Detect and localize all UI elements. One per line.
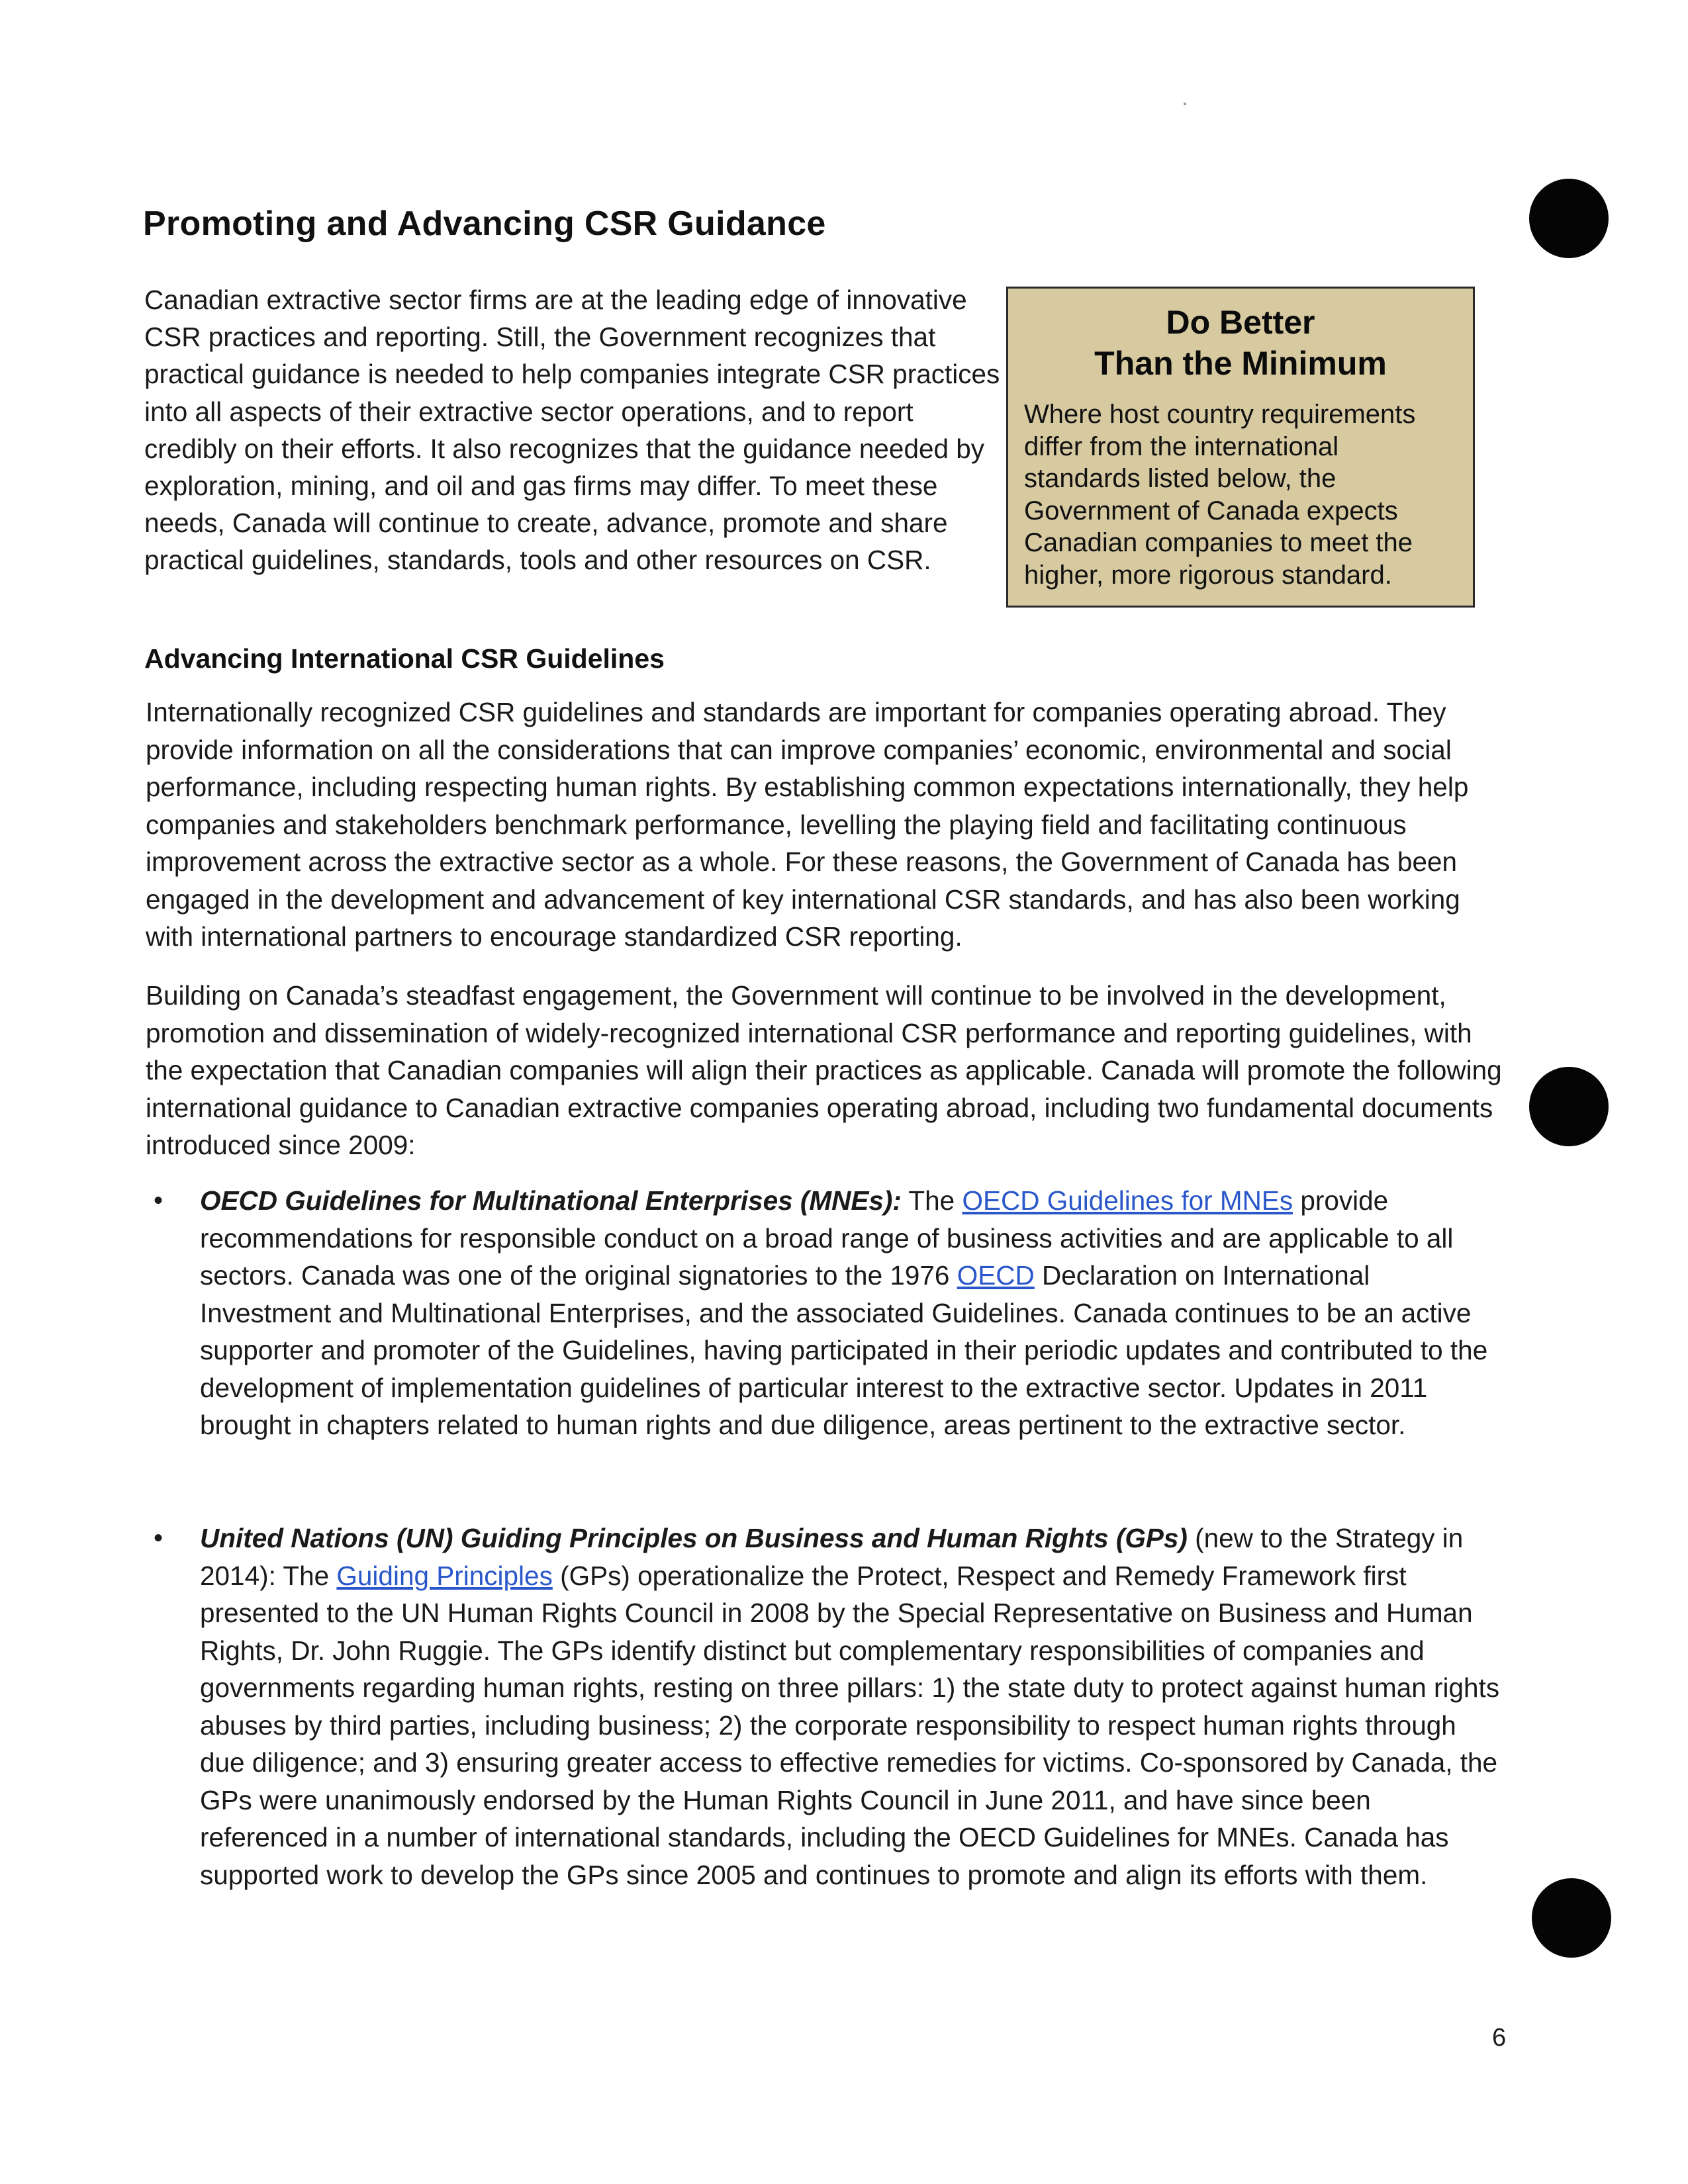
bullet-text-un xyxy=(200,1520,1504,1893)
link-oecd-guidelines-for-mnes[interactable]: OECD Guidelines for MNEs xyxy=(962,1185,1293,1216)
list-item-oecd-guidelines xyxy=(154,1182,1504,1444)
subsection-heading: Advancing International CSR Guidelines xyxy=(144,643,665,674)
link-oecd[interactable]: OECD xyxy=(957,1260,1035,1291)
bullet-symbol: • xyxy=(154,1186,164,1215)
scan-speck xyxy=(1184,103,1186,105)
bullet-un-text-b: (GPs) operationalize the Protect, Respect and Remedy Framework first presented to the UN Human Rights Council in 2008 by the Special Representative on Business and Human Rights, Dr. John Ruggie. The GPs identify distinct but complementary responsibilities of companies and governments regarding human rights, resting on three pillars: 1) the state duty to protect against human rights abuses by third parties, including business; 2) the corporate responsibility to respect human rights through due diligence; and 3) ensuring greater access to effective remedies for victims. Co-sponsored by Canada, the GPs were unanimously endorsed by the Human Rights Council in June 2011, and have since been referenced in a number of international standards, including the OECD Guidelines for MNEs. Canada has supported work to develop the GPs since 2005 and continues to promote and align its efforts with them. xyxy=(200,1560,1500,1890)
bullet-oecd-text-b: provide recommendations for responsible conduct on a broad range of business activities and are applicable to all sectors. Canada was one of the original signatories to the 1976 xyxy=(200,1185,1454,1291)
term-oecd-guidelines: OECD Guidelines for Multinational Enterprises (MNEs): xyxy=(200,1185,902,1216)
callout-title-line-1: Do Better xyxy=(1166,304,1315,341)
callout-title-line-2: Than the Minimum xyxy=(1094,345,1387,382)
bullet-symbol: • xyxy=(154,1524,164,1553)
intro-paragraph: Canadian extractive sector firms are at the leading edge of innovative CSR practices and reporting. Still, the Government recognizes that practical guidance is needed to help companies integrate CSR practices into all aspects of their extractive sector operations, and to report credibly on their efforts. It also recognizes that the guidance needed by exploration, mining, and oil and gas firms may differ. To meet these needs, Canada will continue to create, advance, promote and share practical guidelines, standards, tools and other resources on CSR. xyxy=(144,285,1000,576)
callout-body: Where host country requirements differ from the international standards listed below, the Government of Canada expects Canadian companies to meet the higher, more rigorous standard. xyxy=(1024,400,1416,590)
callout-title xyxy=(1024,302,1457,384)
section-heading: Promoting and Advancing CSR Guidance xyxy=(143,205,826,243)
binder-hole-middle xyxy=(1529,1067,1609,1146)
page-number: 6 xyxy=(1492,2024,1507,2052)
bullet-oecd-text-a: The xyxy=(901,1185,962,1216)
bullet-un-text-a: (new to the Strategy in 2014): The xyxy=(200,1523,1464,1591)
paragraph-engagement: Building on Canada’s steadfast engagement, the Government will continue to be involved in the development, promotion and dissemination of widely-recognized international CSR performance and reporting guidelines, with the expectation that Canadian companies will align their practices as applicable. Canada will promote the following international guidance to Canadian extractive companies operating abroad, including two fundamental documents introduced since 2009: xyxy=(146,980,1502,1160)
binder-hole-bottom xyxy=(1532,1878,1611,1958)
paragraph-importance: Internationally recognized CSR guidelines and standards are important for companies operating abroad. They provide information on all the considerations that can improve companies’ economic, environmental and social performance, including respecting human rights. By establishing common expectations internationally, they help companies and stakeholders benchmark performance, levelling the playing field and facilitating continuous improvement across the extractive sector as a whole. For these reasons, the Government of Canada has been engaged in the development and advancement of key international CSR standards, and has also been working with international partners to encourage standardized CSR reporting. xyxy=(146,697,1469,952)
callout-box xyxy=(1006,287,1475,608)
binder-hole-top xyxy=(1529,179,1609,258)
link-guiding-principles[interactable]: Guiding Principles xyxy=(336,1560,553,1591)
bullet-text-oecd xyxy=(200,1182,1504,1444)
list-item-un-guiding-principles xyxy=(154,1520,1504,1893)
bullet-oecd-text-c: Declaration on International Investment and Multinational Enterprises, and the associated Guidelines. Canada continues to be an active supporter and promoter of the Guidelines, having participated in their periodic updates and contributed to the development of implementation guidelines of particular interest to the extractive sector. Updates in 2011 brought in chapters related to human rights and due diligence, areas pertinent to the extractive sector. xyxy=(200,1260,1488,1440)
term-un-guiding-principles: United Nations (UN) Guiding Principles on Business and Human Rights (GPs) xyxy=(200,1523,1188,1553)
